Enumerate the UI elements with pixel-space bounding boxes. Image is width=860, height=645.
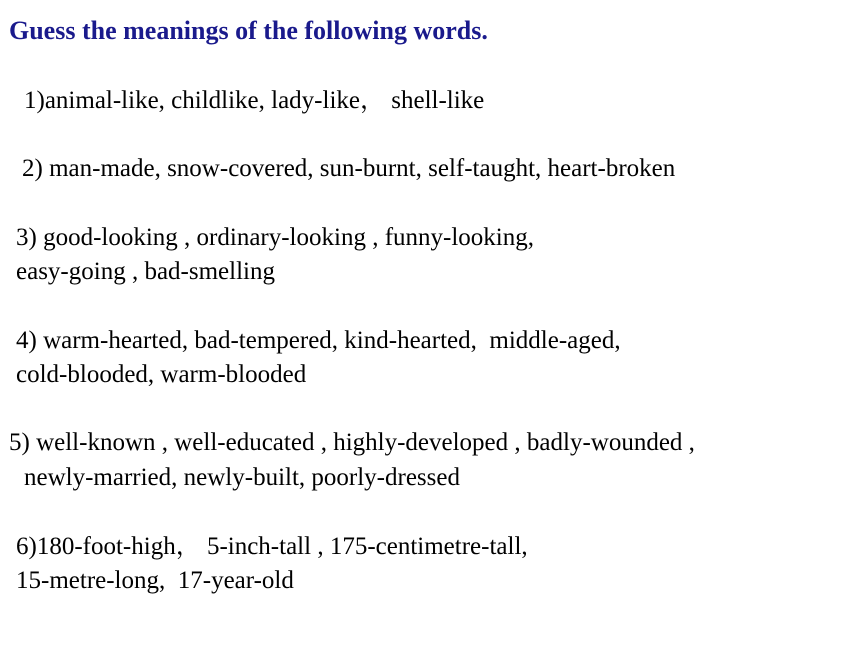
group-3-line-2: easy-going , bad-smelling (16, 258, 275, 285)
group-4-line-1: 4) warm-hearted, bad-tempered, kind-hearted, middle-aged, (16, 327, 621, 354)
group-5-line-1: 5) well-known , well-educated , highly-developed , badly-wounded , (9, 429, 695, 456)
group-1-line-1: 1)animal-like, childlike, lady-like， shell-like (24, 87, 485, 114)
group-3-line-1: 3) good-looking , ordinary-looking , funny-looking, (16, 224, 534, 251)
slide-title: Guess the meanings of the following words. (9, 16, 488, 45)
group-6-line-2: 15-metre-long, 17-year-old (16, 567, 294, 594)
group-5-line-2: newly-married, newly-built, poorly-dressed (24, 464, 460, 491)
group-2-line-1: 2) man-made, snow-covered, sun-burnt, self-taught, heart-broken (22, 155, 676, 182)
group-4-line-2: cold-blooded, warm-blooded (16, 361, 307, 388)
group-6-line-1: 6)180-foot-high， 5-inch-tall , 175-centimetre-tall, (16, 533, 528, 560)
